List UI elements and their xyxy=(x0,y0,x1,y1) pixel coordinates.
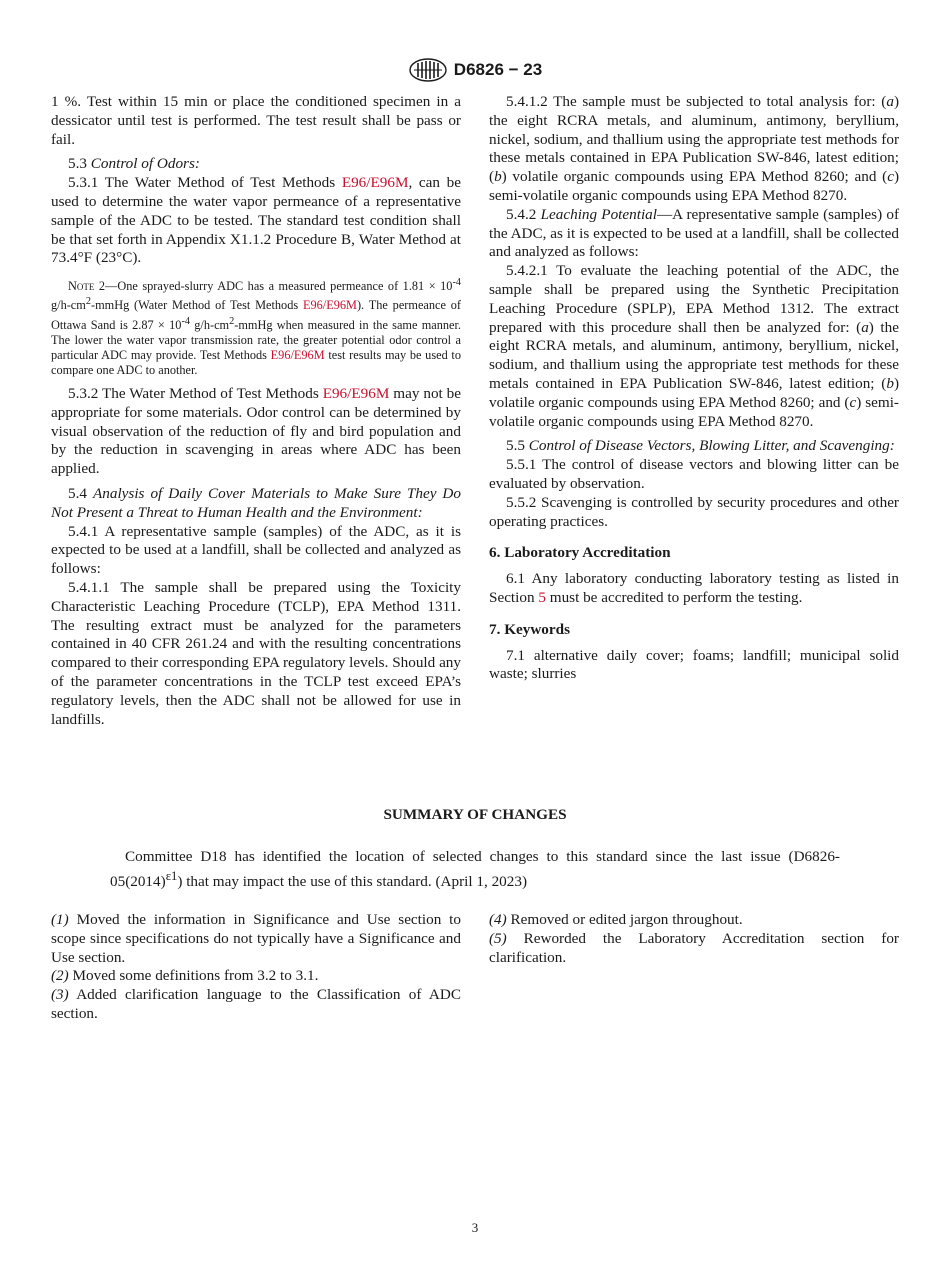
section-5-3-2: 5.3.2 The Water Method of Test Methods E96/E96M may not be appropriate for some materials. Odor control can be determined by visual observation of the reduction of fly and bird population and by the reduction in scavenging in areas where ADC has been applied. xyxy=(51,385,462,478)
section-5-3-1: 5.3.1 The Water Method of Test Methods E96/E96M, can be used to determine the water vapor permeance of a representative sample of the ADC to be tested. The standard test condition shall be that set forth in Appendix X1.1.2 Procedure B, Water Method at 73.4°F (23°C). xyxy=(51,174,461,267)
section-5-5-2: 5.5.2 Scavenging is controlled by security procedures and other operating practices. xyxy=(489,493,899,530)
astm-logo-icon xyxy=(408,58,448,82)
section-7-1: 7.1 alternative daily cover; foams; landfill; municipal solid waste; slurries xyxy=(489,646,899,683)
section-6-1: 6.1 Any laboratory conducting laboratory testing as listed in Section 5 must be accredited to perform the testing. xyxy=(489,570,899,606)
section-5-4-1: 5.4.1 A representative sample (samples) of the ADC, as it is expected to be used at a landfill, shall be collected and analyzed as follows: xyxy=(51,522,461,578)
change-item: (3) Added clarification language to the Classification of ADC section. xyxy=(51,986,461,1022)
e96-link[interactable]: E96/E96M xyxy=(270,347,325,362)
section-5-link[interactable]: 5 xyxy=(538,588,546,606)
section-5-5: 5.5 Control of Disease Vectors, Blowing Litter, and Scavenging: xyxy=(506,437,895,455)
e96-link[interactable]: E96/E96M xyxy=(341,174,409,192)
summary-title: SUMMARY OF CHANGES xyxy=(383,806,567,823)
e96-link[interactable]: E96/E96M xyxy=(302,298,357,313)
change-item: (2) Moved some definitions from 3.2 to 3.1. xyxy=(51,967,319,985)
change-item: (5) Reworded the Laboratory Accreditation section for clarification. xyxy=(489,929,899,966)
summary-left-column xyxy=(51,911,461,1024)
section-5-4-2: 5.4.2 Leaching Potential—A representative sample (samples) of the ADC, as it is expected to be used at a landfill, shall be collected and analyzed as follows: xyxy=(489,205,899,261)
section-5-4-1-1: 5.4.1.1 The sample shall be prepared using the Toxicity Characteristic Leaching Procedure (TCLP), EPA Method 1311. The resulting extract must be analyzed for the parameters contained in 40 CFR 261.24 and with the resulting concentrations compared to their corresponding EPA regulatory levels. Should any of the parameter concentrations in the TCLP test exceed EPA’s regulatory levels, then the ADC shall not be allowed for use in landfills. xyxy=(51,578,461,728)
right-column xyxy=(489,93,899,684)
page-header xyxy=(0,57,950,83)
section-5-4-1-2: 5.4.1.2 The sample must be subjected to total analysis for: (a) the eight RCRA metals, and aluminum, antimony, beryllium, nickel, sodium, and thallium using the appropriate test methods for these metals contained in EPA Publication SW-846, latest edition; (b) volatile organic compounds using EPA Method 8260; and (c) semi-volatile organic compounds using EPA Method 8270. xyxy=(489,93,899,204)
note-2: Note 2—One sprayed-slurry ADC has a measured permeance of $1.81 \times 10^{-4}$ $g/h-cm^2$-mmHg (Water Method of Test Methods E96/E96M). The permeance of Ottawa Sand is $2.87 \times 10^{-4}$ $g/h-cm^2$-mmHg when measured in the same manner. The lower the water vapor transmission rate, the greater potential odor control a particular ADC may provide. Test Methods E96/E96M test results may be used to compare one ADC to another. xyxy=(51,277,462,377)
e96-link[interactable]: E96/E96M xyxy=(322,385,390,403)
summary-right-column xyxy=(489,911,899,967)
section-5-4-2-1: 5.4.2.1 To evaluate the leaching potential of the ADC, the sample shall be prepared using the Synthetic Precipitation Leaching Procedure (SPLP), EPA Method 1312. The extract prepared with this procedure shall then be analyzed for: (a) the eight RCRA metals, and aluminum, antimony, beryllium, nickel, sodium, and thallium using the appropriate test methods for these metals contained in EPA Publication SW-846, latest edition; (b) volatile organic compounds using EPA Method 8260; and (c) semi-volatile organic compounds using EPA Method 8270. xyxy=(489,262,899,430)
section-5-3: 5.3 Control of Odors: xyxy=(68,155,200,173)
change-item: (4) Removed or edited jargon throughout. xyxy=(489,911,743,928)
left-column xyxy=(51,93,461,729)
summary-intro: Committee D18 has identified the location of selected changes to this standard since the last issue $(D6826-05(2014)^{\varepsilon 1})$ that may impact the use of this standard. (April 1, 2023) xyxy=(110,848,840,890)
standard-number: D6826 − 23 xyxy=(453,60,543,79)
section-6-heading: 6. Laboratory Accreditation xyxy=(489,544,671,562)
change-item: (1) Moved the information in Significance and Use section to scope since specifications do not typically have a Significance and Use section. xyxy=(51,911,461,966)
page-number: 3 xyxy=(471,1220,479,1235)
continued-paragraph: 1 %. Test within 15 min or place the conditioned specimen in a dessicator until test is performed. The test result shall be pass or fail. xyxy=(51,93,461,148)
section-7-heading: 7. Keywords xyxy=(489,620,570,638)
section-5-5-1: 5.5.1 The control of disease vectors and blowing litter can be evaluated by observation. xyxy=(489,456,899,492)
section-5-4: 5.4 Analysis of Daily Cover Materials to Make Sure They Do Not Present a Threat to Human Health and the Environment: xyxy=(51,485,461,521)
